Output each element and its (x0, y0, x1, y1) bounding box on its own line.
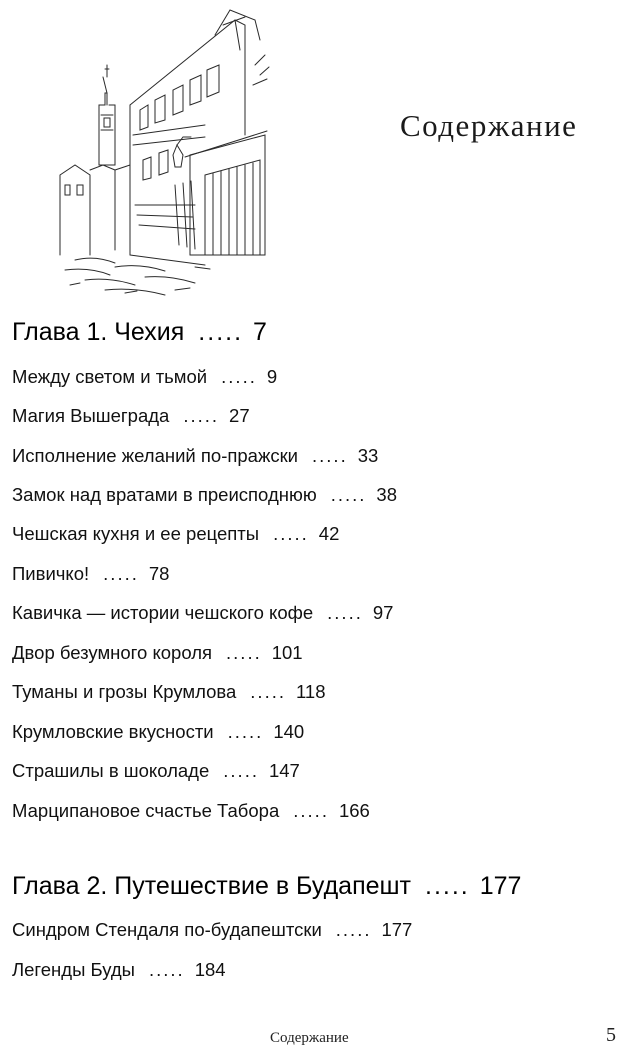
entry-page: 38 (376, 484, 397, 505)
entry-page: 140 (273, 721, 305, 742)
entry-page: 42 (318, 523, 340, 544)
leader-dots: ..... (312, 445, 348, 466)
toc-entry (12, 563, 169, 585)
entry-title: Чешская кухня и ее рецепты (12, 523, 260, 544)
entry-title: Кавичка — истории чешского кофе (12, 602, 314, 623)
toc-entry (12, 642, 303, 664)
chapter-heading (12, 318, 267, 347)
toc-entry (12, 959, 226, 981)
leader-dots: ..... (327, 602, 363, 623)
running-footer-title: Содержание (270, 1030, 349, 1046)
entry-title: Пивичко! (12, 563, 90, 584)
leader-dots: ..... (293, 800, 329, 821)
toc-entry (12, 800, 370, 822)
toc-entry (12, 681, 326, 703)
toc-entry (12, 523, 339, 545)
toc-entry (12, 760, 300, 782)
entry-title: Магия Вышеграда (12, 405, 170, 426)
page-title: Содержание (400, 108, 578, 143)
entry-page: 78 (148, 563, 170, 584)
entry-title: Марципановое счастье Табора (12, 800, 280, 821)
leader-dots: ..... (183, 405, 220, 426)
entry-page: 147 (268, 760, 300, 781)
entry-title: Туманы и грозы Крумлова (12, 681, 237, 702)
leader-dots: ..... (250, 681, 286, 702)
leader-dots: ..... (335, 919, 372, 940)
page-number: 5 (606, 1024, 616, 1046)
toc-entry (12, 445, 378, 467)
entry-title: Синдром Стендаля по-будапештски (12, 919, 322, 940)
toc-entry (12, 919, 412, 941)
leader-dots: ..... (223, 760, 259, 781)
chapter-page: 177 (479, 872, 522, 900)
toc-entry (12, 405, 250, 427)
entry-title: Между светом и тьмой (12, 366, 208, 387)
leader-dots: ..... (148, 959, 185, 980)
toc-entry (12, 602, 393, 624)
street-sketch-illustration (55, 5, 270, 300)
leader-dots: ..... (198, 318, 244, 346)
leader-dots: ..... (425, 872, 470, 900)
entry-page: 101 (271, 642, 303, 663)
entry-title: Исполнение желаний по-пражски (12, 445, 299, 466)
entry-page: 184 (194, 959, 226, 980)
entry-page: 177 (381, 919, 413, 940)
leader-dots: ..... (330, 484, 367, 505)
entry-title: Страшилы в шоколаде (12, 760, 210, 781)
entry-page: 97 (372, 602, 394, 623)
entry-title: Легенды Буды (12, 959, 135, 980)
leader-dots: ..... (221, 366, 257, 387)
entry-page: 9 (266, 366, 278, 387)
leader-dots: ..... (103, 563, 139, 584)
entry-page: 166 (338, 800, 370, 821)
chapter-title: Глава 2. Путешествие в Будапешт (12, 872, 412, 900)
leader-dots: ..... (226, 642, 262, 663)
toc-entry (12, 484, 397, 506)
toc-entry (12, 366, 277, 388)
entry-page: 27 (229, 405, 250, 426)
toc-entry (12, 721, 304, 743)
entry-page: 118 (296, 681, 326, 702)
chapter-page: 7 (253, 318, 267, 346)
entry-title: Замок над вратами в преисподнюю (12, 484, 317, 505)
chapter-title: Глава 1. Чехия (12, 318, 185, 346)
entry-title: Крумловские вкусности (12, 721, 214, 742)
leader-dots: ..... (273, 523, 309, 544)
chapter-heading (12, 872, 521, 901)
entry-page: 33 (357, 445, 379, 466)
leader-dots: ..... (227, 721, 264, 742)
entry-title: Двор безумного короля (12, 642, 213, 663)
